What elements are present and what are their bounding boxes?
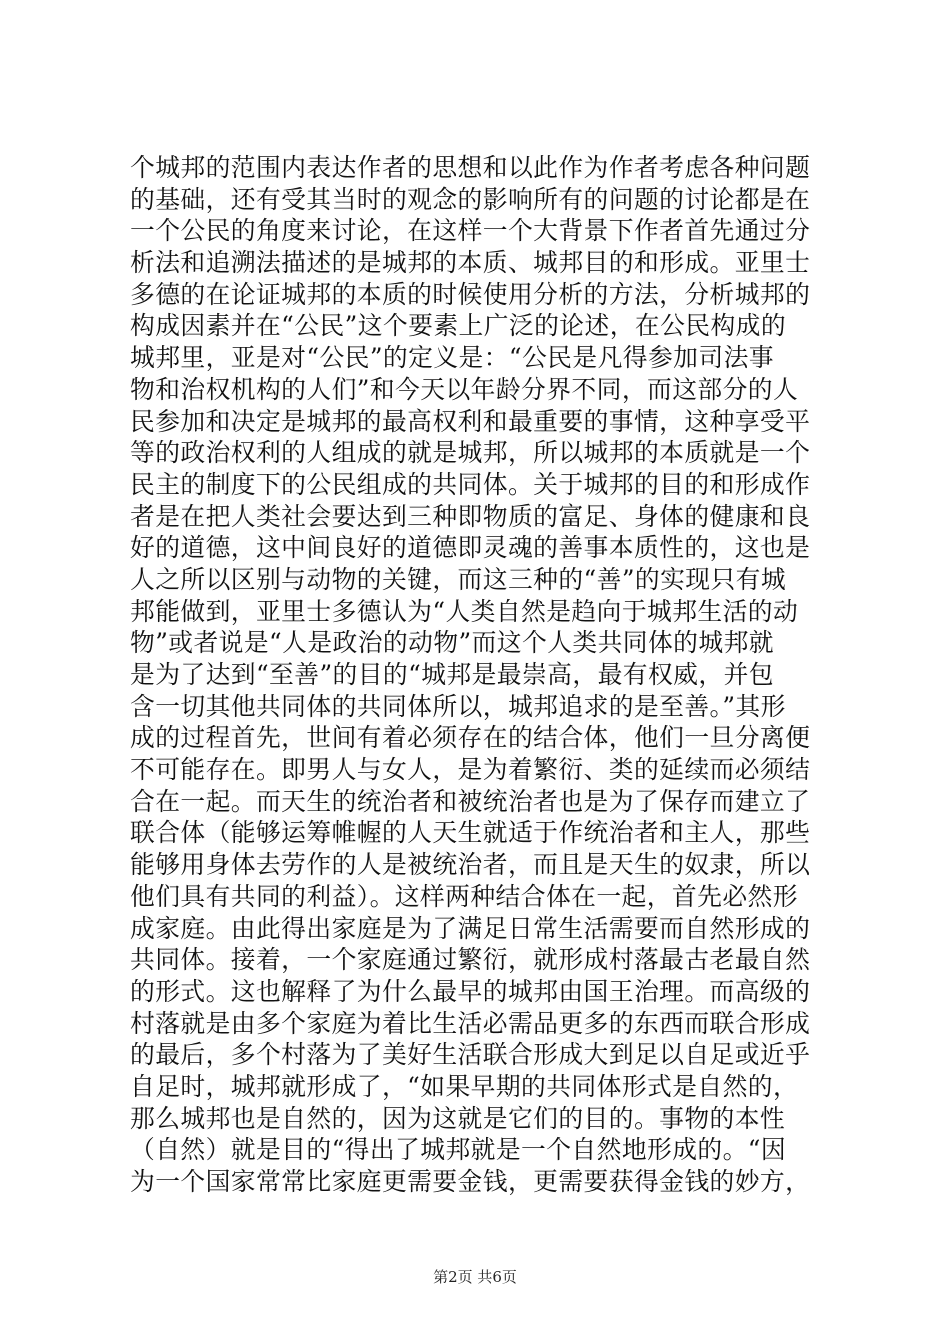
text-line: 人之所以区别与动物的关键，而这三种的“善”的实现只有城 — [130, 564, 787, 594]
text-line: 民主的制度下的公民组成的共同体。关于城邦的目的和形成作 — [130, 469, 811, 499]
text-line: 物”或者说是“人是政治的动物”而这个人类共同体的城邦就 — [130, 628, 774, 658]
text-line: 城邦里，亚是对“公民”的定义是：“公民是凡得参加司法事 — [130, 343, 774, 373]
text-line: 一个公民的角度来讨论，在这样一个大背景下作者首先通过分 — [130, 216, 811, 246]
text-line: 自足时，城邦就形成了，“如果早期的共同体形式是自然的， — [130, 1071, 799, 1101]
text-line: 含一切其他共同体的共同体所以，城邦追求的是至善。”其形 — [130, 691, 786, 721]
text-line: 多德的在论证城邦的本质的时候使用分析的方法，分析城邦的 — [130, 279, 811, 309]
text-line: 是为了达到“至善”的目的“城邦是最崇高，最有权威，并包 — [130, 660, 774, 689]
text-line: 联合体（能够运筹帷幄的人天生就适于作统治者和主人，那些 — [130, 818, 811, 848]
text-line: 民参加和决定是城邦的最高权利和最重要的事情，这种享受平 — [130, 406, 811, 436]
text-line: 的基础，还有受其当时的观念的影响所有的问题的讨论都是在 — [130, 184, 811, 214]
text-line: 的最后，多个村落为了美好生活联合形成大到足以自足或近乎 — [130, 1040, 811, 1070]
text-line: 那么城邦也是自然的，因为这就是它们的目的。事物的本性 — [130, 1103, 786, 1133]
text-line: 为一个国家常常比家庭更需要金钱，更需要获得金钱的妙方， — [130, 1167, 811, 1196]
text-line: 析法和追溯法描述的是城邦的本质、城邦目的和形成。亚里士 — [130, 248, 811, 278]
text-line: 能够用身体去劳作的人是被统治者，而且是天生的奴隶，所以 — [130, 850, 811, 880]
text-line: 物和治权机构的人们”和今天以年龄分界不同，而这部分的人 — [130, 374, 799, 404]
text-line: 他们具有共同的利益）。这样两种结合体在一起，首先必然形 — [130, 881, 798, 911]
text-line: 不可能存在。即男人与女人，是为着繁衍、类的延续而必须结 — [130, 755, 811, 785]
text-line: 等的政治权利的人组成的就是城邦，所以城邦的本质就是一个 — [130, 438, 811, 468]
text-line: 共同体。接着，一个家庭通过繁衍，就形成村落最古老最自然 — [130, 945, 811, 975]
body-paragraph — [130, 152, 830, 1198]
page-footer: 第2页 共6页 — [433, 1268, 517, 1286]
text-line: 构成因素并在“公民”这个要素上广泛的论述，在公民构成的 — [130, 311, 787, 341]
text-line: 者是在把人类社会要达到三种即物质的富足、身体的健康和良 — [130, 501, 811, 531]
text-line: 邦能做到，亚里士多德认为“人类自然是趋向于城邦生活的动 — [130, 596, 799, 626]
text-line: 成的过程首先，世间有着必须存在的结合体，他们一旦分离便 — [130, 723, 811, 753]
text-line: 个城邦的范围内表达作者的思想和以此作为作者考虑各种问题 — [130, 153, 811, 182]
text-line: 好的道德，这中间良好的道德即灵魂的善事本质性的，这也是 — [130, 533, 811, 563]
text-line: 的形式。这也解释了为什么最早的城邦由国王治理。而高级的 — [130, 976, 811, 1006]
text-line: 合在一起。而天生的统治者和被统治者也是为了保存而建立了 — [130, 786, 811, 816]
text-line: （自然）就是目的“得出了城邦就是一个自然地形成的。“因 — [130, 1135, 787, 1165]
text-line: 村落就是由多个家庭为着比生活必需品更多的东西而联合形成 — [130, 1008, 811, 1038]
text-line: 成家庭。由此得出家庭是为了满足日常生活需要而自然形成的 — [130, 913, 811, 943]
